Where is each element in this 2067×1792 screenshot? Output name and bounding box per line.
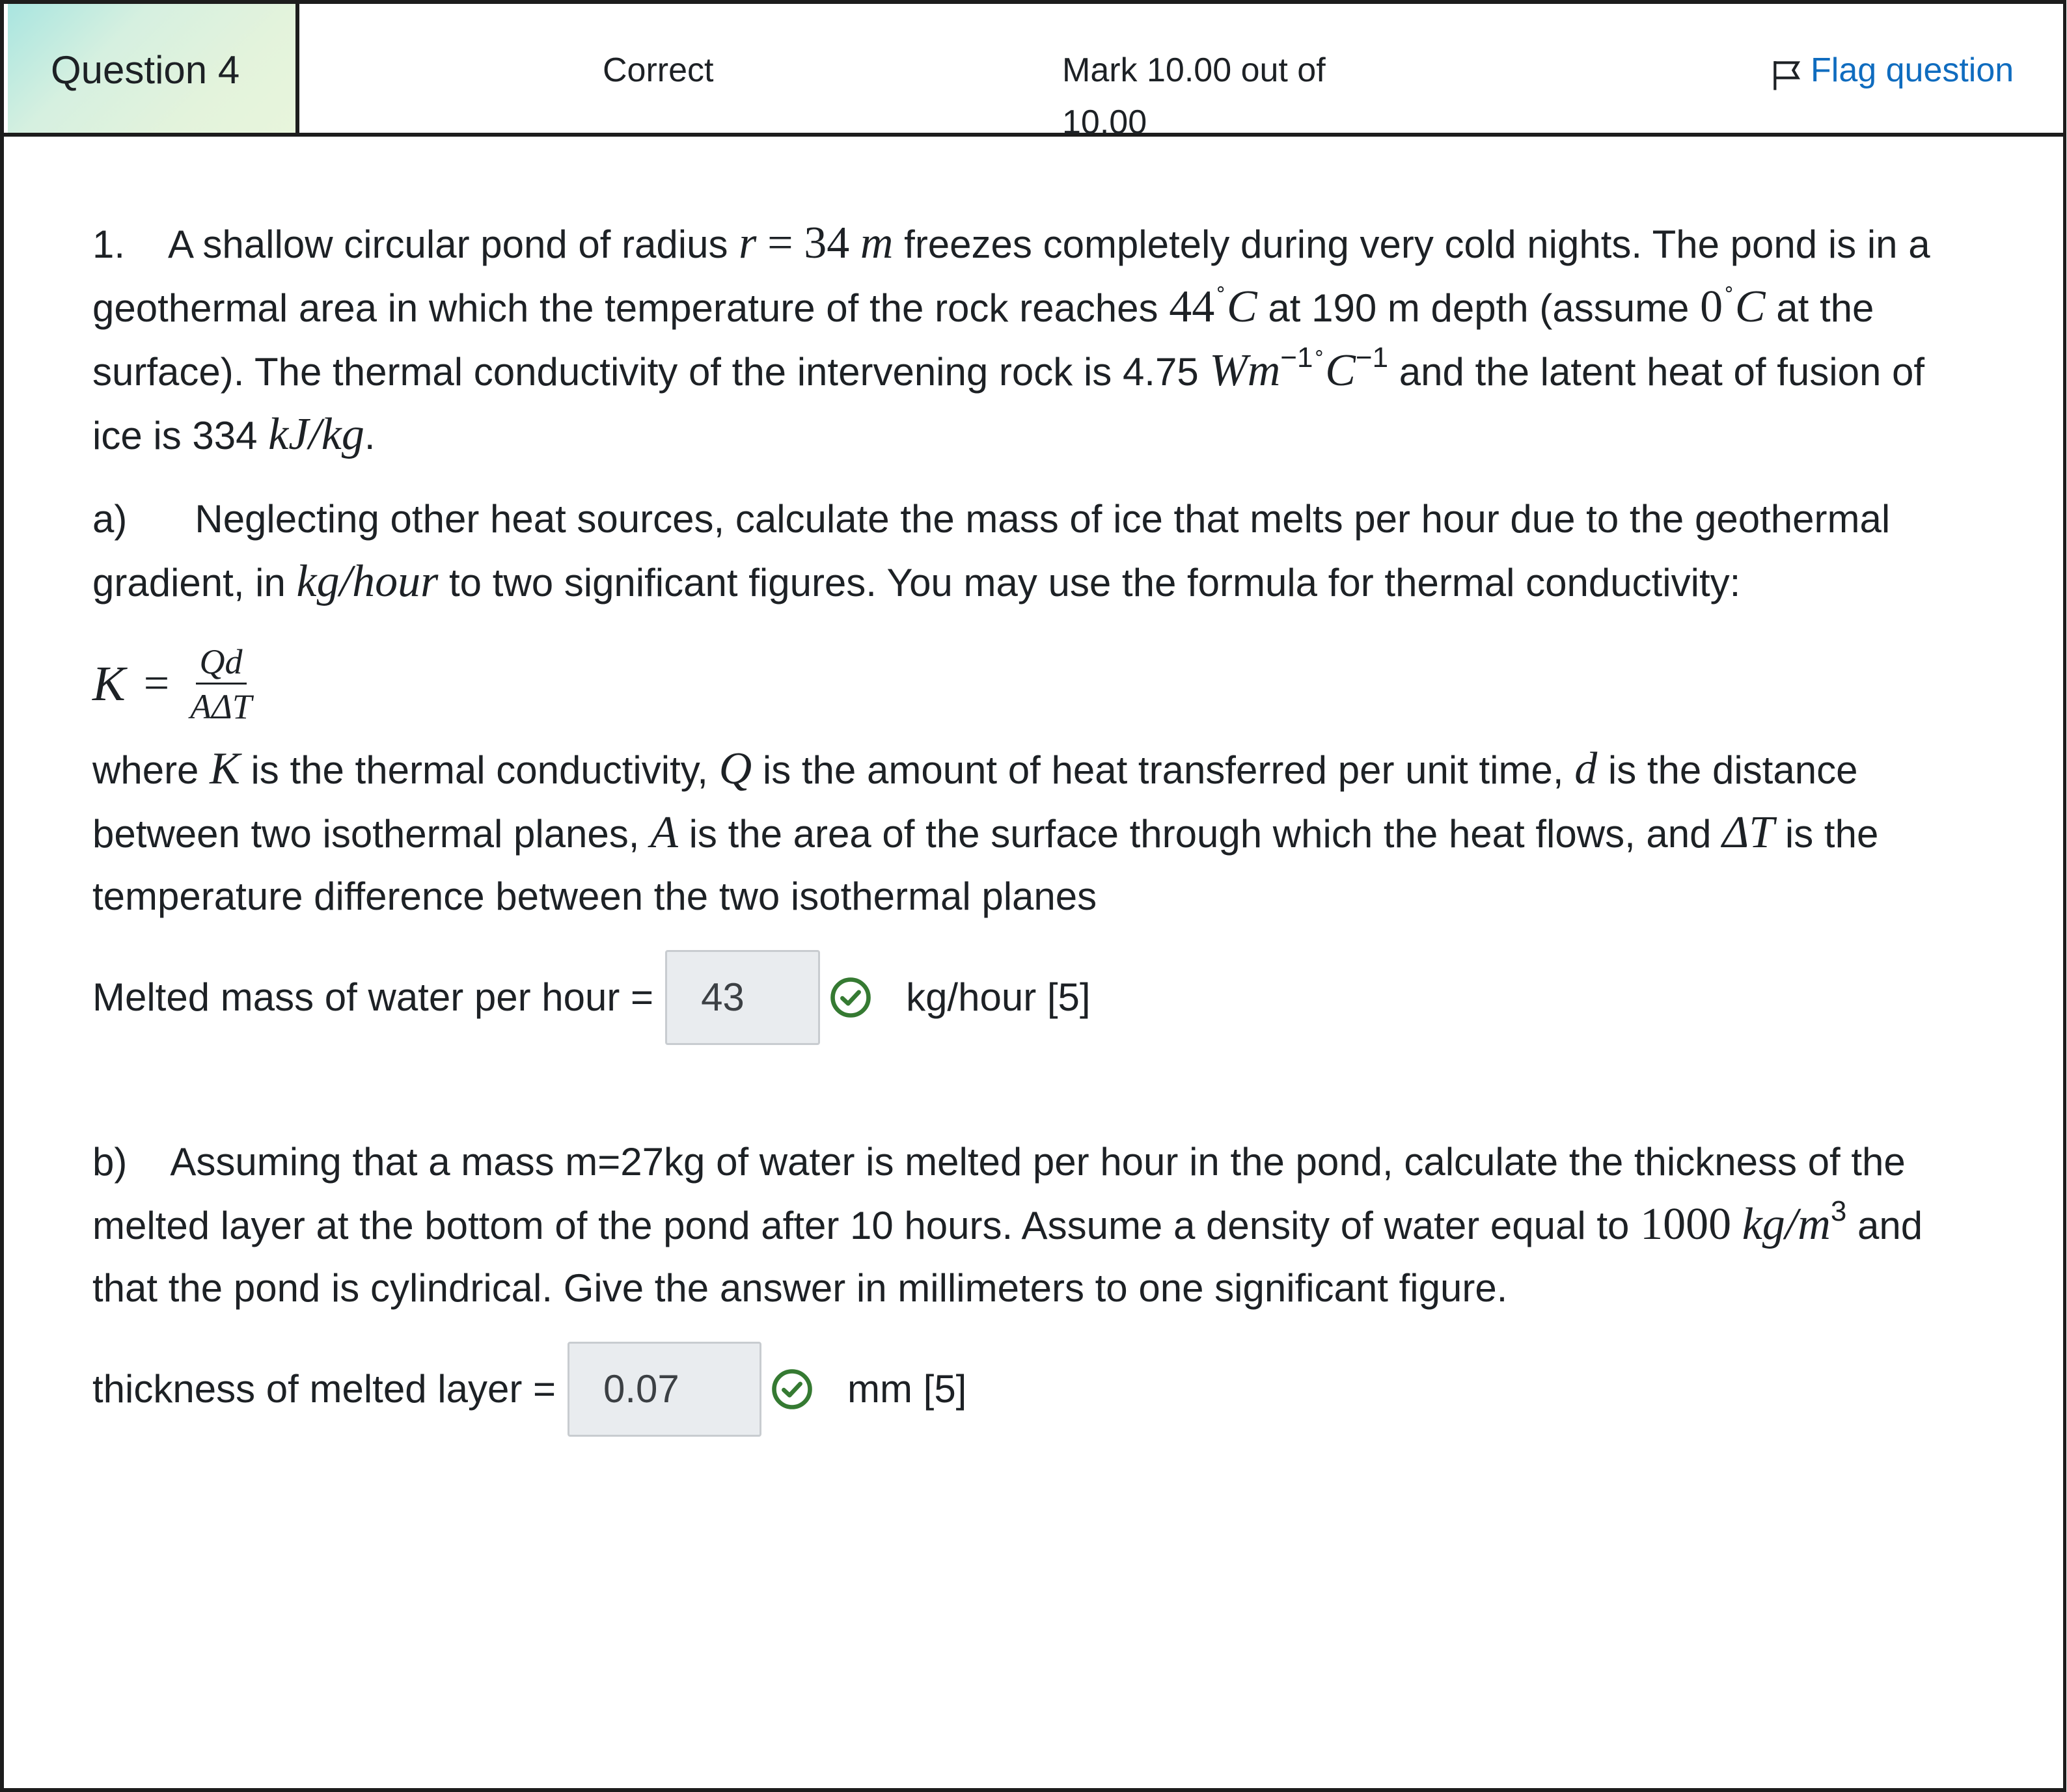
- intro-text: and the latent heat of fusion of ice is 334: [92, 350, 1925, 457]
- formula-lhs: K: [92, 657, 126, 711]
- math-zero: 0: [1700, 282, 1723, 332]
- math-var-a: A: [650, 808, 678, 858]
- part-a-answer-input[interactable]: 43: [665, 950, 820, 1045]
- formula-denominator: AΔT: [190, 686, 252, 726]
- question-header: [4, 4, 2063, 141]
- question-status: Correct: [603, 51, 714, 89]
- part-a-label: a): [92, 497, 128, 541]
- math-var-k: K: [210, 744, 240, 794]
- math-var-r: r: [739, 218, 757, 268]
- degree-symbol: ∘: [1214, 278, 1227, 300]
- definition-text: is the thermal conductivity,: [251, 748, 708, 792]
- part-a-prompt: [92, 488, 1967, 614]
- intro-text: at 190 m depth (assume: [1268, 286, 1690, 330]
- math-exponent: 3: [1830, 1195, 1847, 1227]
- definition-text: is the temperature difference between the two isothermal planes: [92, 812, 1879, 918]
- math-unit-w: W: [1209, 346, 1248, 396]
- part-a-text: Neglecting other heat sources, calculate the mass of ice that melts per hour due to the geothermal gradient, in: [92, 497, 1891, 604]
- part-b-prompt: [92, 1131, 1967, 1320]
- math-exponent: −1: [1280, 342, 1313, 373]
- math-exponent: −1: [1355, 342, 1389, 373]
- part-a-answer-label: Melted mass of water per hour =: [92, 975, 654, 1019]
- formula-equals: =: [143, 658, 170, 709]
- definition-text: is the area of the surface through which the heat flows, and: [689, 812, 1712, 856]
- math-var-delta-t: ΔT: [1722, 808, 1775, 858]
- flag-icon: [1769, 57, 1805, 93]
- degree-symbol: ∘: [1313, 342, 1326, 364]
- part-b-text: and that the pond is cylindrical. Give the answer in millimeters to one significant figure.: [92, 1204, 1923, 1310]
- definition-text: is the amount of heat transferred per unit time,: [762, 748, 1564, 792]
- part-b-answer-input[interactable]: 0.07: [568, 1342, 761, 1437]
- intro-text: freezes completely during very cold nights. The pond is in a geothermal area in which the temperature of the rock reaches: [92, 223, 1930, 330]
- math-unit-c: C: [1734, 282, 1766, 332]
- question-index: 1.: [92, 223, 126, 266]
- part-b-answer-row: [92, 1340, 1967, 1438]
- part-b-label: b): [92, 1140, 128, 1184]
- math-unit-kg-hour: kg/hour: [296, 556, 439, 606]
- part-b-answer-unit: mm [5]: [847, 1367, 967, 1411]
- intro-period: .: [364, 414, 376, 457]
- math-density-value: 1000: [1640, 1199, 1732, 1249]
- math-equals: =: [767, 218, 793, 268]
- math-unit-m: m: [860, 218, 894, 268]
- check-circle-icon: [829, 976, 872, 1019]
- math-var-q: Q: [719, 744, 752, 794]
- math-unit-kg-m3: kg/m: [1742, 1199, 1831, 1249]
- math-unit-m: m: [1247, 346, 1281, 396]
- formula-definitions: [92, 738, 1967, 928]
- thermal-conductivity-formula: [92, 635, 1967, 733]
- math-unit-c: C: [1325, 346, 1356, 396]
- formula-fraction: [186, 642, 256, 726]
- degree-symbol: ∘: [1723, 278, 1735, 300]
- math-var-d: d: [1574, 744, 1598, 794]
- question-number-box: [8, 4, 299, 133]
- part-b-answer-label: thickness of melted layer =: [92, 1367, 556, 1411]
- intro-text: A shallow circular pond of radius: [168, 223, 728, 266]
- math-unit-kj-kg: kJ/kg: [268, 409, 364, 459]
- question-mark: Mark 10.00 out of 10.00: [1062, 51, 1326, 141]
- question-number: Question 4: [51, 48, 240, 92]
- part-a-answer-row: [92, 949, 1967, 1046]
- check-circle-icon: [771, 1368, 814, 1411]
- definition-text: is the distance between two isothermal planes,: [92, 748, 1858, 856]
- question-content: [92, 212, 1967, 1438]
- question-intro: [92, 212, 1967, 467]
- part-a-answer-unit: kg/hour [5]: [906, 975, 1091, 1019]
- flag-question-label: Flag question: [1811, 51, 2014, 89]
- intro-text: at the surface). The thermal conductivity of the intervening rock is 4.75: [92, 286, 1874, 394]
- math-unit-c: C: [1227, 282, 1257, 332]
- formula-numerator: Qd: [196, 642, 247, 685]
- part-a-text: to two significant figures. You may use the formula for thermal conductivity:: [448, 561, 1741, 604]
- definition-text: where: [92, 748, 199, 792]
- part-b-text: Assuming that a mass m=27kg of water is melted per hour in the pond, calculate the thickness of the melted layer at the bottom of the pond after 10 hours. Assume a density of water equal to: [92, 1140, 1906, 1247]
- flag-question-link[interactable]: [1769, 44, 2014, 96]
- math-radius-value: 34: [804, 218, 850, 268]
- math-temp-value: 44: [1169, 282, 1215, 332]
